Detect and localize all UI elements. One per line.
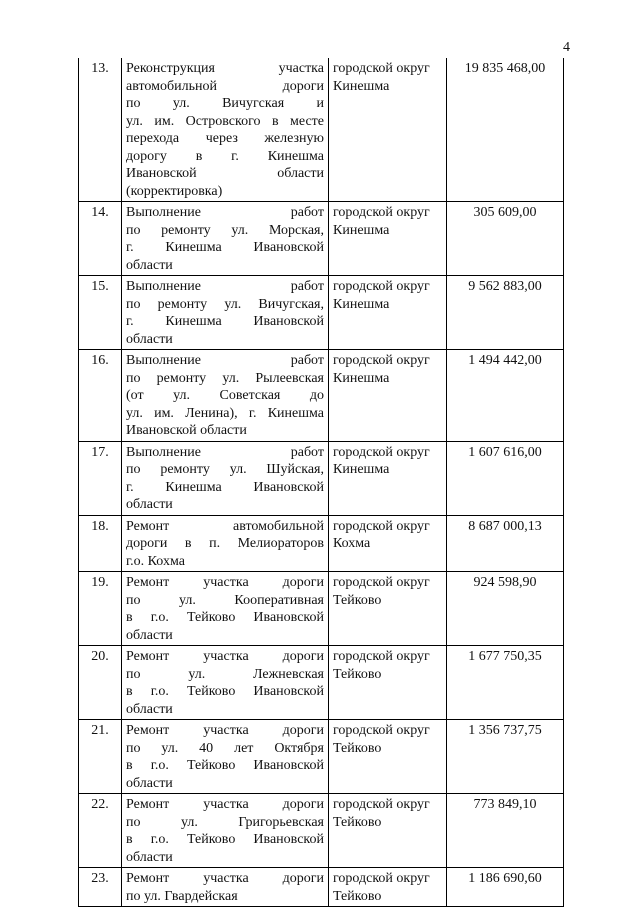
work-description-line: области (126, 497, 173, 512)
table-body (79, 58, 564, 907)
work-description (122, 868, 329, 907)
table-row (79, 868, 564, 907)
row-number: 15. (79, 276, 122, 350)
work-description (122, 515, 329, 572)
work-description-line: г. Кинешма Ивановской (126, 314, 324, 329)
work-description-line: в г.о. Тейково Ивановской (126, 832, 324, 847)
table-row (79, 720, 564, 794)
work-description-line: по ул. 40 лет Октября (126, 740, 324, 756)
work-description (122, 572, 329, 646)
work-description-line: автомобильной дороги (126, 78, 324, 94)
amount: 1 494 442,00 (447, 350, 564, 442)
row-number: 13. (79, 58, 122, 202)
work-description-line: Ремонт участка дороги (126, 575, 324, 590)
table-row (79, 794, 564, 868)
amount: 1 186 690,60 (447, 868, 564, 907)
work-description-line: Ремонт участка дороги (126, 871, 324, 886)
work-description-line: по ул. Григорьевская (126, 814, 324, 830)
row-number: 16. (79, 350, 122, 442)
municipality: городской округ Тейково (329, 720, 447, 794)
work-description-line: Выполнение работ (126, 444, 324, 460)
work-description-line: области (126, 701, 173, 717)
work-description-line: по ул. Вичугская и (126, 96, 324, 111)
row-number: 20. (79, 646, 122, 720)
table-row (79, 202, 564, 276)
row-number: 22. (79, 794, 122, 868)
work-description-line: Ремонт участка дороги (126, 797, 324, 812)
row-number: 17. (79, 441, 122, 515)
work-description-line: ул. им. Островского в месте (126, 113, 324, 129)
work-description-line: области (126, 257, 173, 273)
row-number: 18. (79, 515, 122, 572)
work-description (122, 646, 329, 720)
amount: 9 562 883,00 (447, 276, 564, 350)
work-description-line: дороги в п. Мелиораторов (126, 536, 324, 551)
amount: 1 607 616,00 (447, 441, 564, 515)
municipality: городской округ Кинешма (329, 276, 447, 350)
municipality: городской округ Кинешма (329, 441, 447, 515)
work-description (122, 441, 329, 515)
work-description-line: по ремонту ул. Шуйская, (126, 462, 324, 477)
table-row (79, 646, 564, 720)
work-description-line: г.о. Кохма (126, 553, 185, 569)
work-description (122, 350, 329, 442)
work-description-line: Ивановской области (126, 166, 324, 181)
work-description-line: области (126, 331, 173, 347)
work-description-line: по ремонту ул. Рылеевская (126, 370, 324, 386)
work-description-line: по ул. Гвардейская (126, 888, 238, 904)
municipality: городской округ Кинешма (329, 350, 447, 442)
amount: 1 356 737,75 (447, 720, 564, 794)
municipality: городской округ Кинешма (329, 202, 447, 276)
work-description-line: в г.о. Тейково Ивановской (126, 758, 324, 773)
work-description-line: Выполнение работ (126, 205, 324, 220)
table-row (79, 58, 564, 202)
row-number: 23. (79, 868, 122, 907)
work-description-line: Выполнение работ (126, 353, 324, 368)
table-row (79, 572, 564, 646)
municipality: городской округ Кинешма (329, 58, 447, 202)
work-description-line: г. Кинешма Ивановской (126, 240, 324, 255)
work-description-line: по ул. Лежневская (126, 666, 324, 682)
work-description-line: Ремонт участка дороги (126, 649, 324, 664)
amount: 924 598,90 (447, 572, 564, 646)
work-description-line: Выполнение работ (126, 279, 324, 294)
work-description-line: Ивановской области (126, 423, 247, 438)
row-number: 21. (79, 720, 122, 794)
table-row (79, 350, 564, 442)
work-description (122, 58, 329, 202)
table-row (79, 515, 564, 572)
work-description-line: г. Кинешма Ивановской (126, 479, 324, 495)
table-row (79, 441, 564, 515)
work-description (122, 276, 329, 350)
work-description-line: (от ул. Советская до (126, 388, 324, 403)
amount: 773 849,10 (447, 794, 564, 868)
work-description-line: дорогу в г. Кинешма (126, 148, 324, 164)
municipality: городской округ Кохма (329, 515, 447, 572)
work-description-line: области (126, 627, 173, 643)
municipality: городской округ Тейково (329, 646, 447, 720)
row-number: 19. (79, 572, 122, 646)
work-description-line: области (126, 775, 173, 791)
work-description (122, 794, 329, 868)
municipality: городской округ Тейково (329, 572, 447, 646)
table-row (79, 276, 564, 350)
work-description-line: (корректировка) (126, 183, 223, 199)
work-description (122, 720, 329, 794)
work-description-line: по ремонту ул. Морская, (126, 222, 324, 238)
work-description-line: Ремонт участка дороги (126, 723, 324, 738)
work-description-line: ул. им. Ленина), г. Кинешма (126, 405, 324, 421)
work-description-line: в г.о. Тейково Ивановской (126, 684, 324, 699)
work-description-line: области (126, 849, 173, 865)
page-number: 4 (563, 40, 570, 55)
work-description-line: по ул. Кооперативная (126, 592, 324, 608)
work-description-line: перехода через железную (126, 131, 324, 146)
work-description-line: Реконструкция участка (126, 61, 324, 76)
work-description-line: по ремонту ул. Вичугская, (126, 296, 324, 312)
amount: 8 687 000,13 (447, 515, 564, 572)
road-works-table (78, 58, 564, 907)
amount: 1 677 750,35 (447, 646, 564, 720)
municipality: городской округ Тейково (329, 868, 447, 907)
municipality: городской округ Тейково (329, 794, 447, 868)
work-description-line: Ремонт автомобильной (126, 518, 324, 534)
work-description-line: в г.о. Тейково Ивановской (126, 610, 324, 625)
amount: 305 609,00 (447, 202, 564, 276)
work-description (122, 202, 329, 276)
row-number: 14. (79, 202, 122, 276)
amount: 19 835 468,00 (447, 58, 564, 202)
